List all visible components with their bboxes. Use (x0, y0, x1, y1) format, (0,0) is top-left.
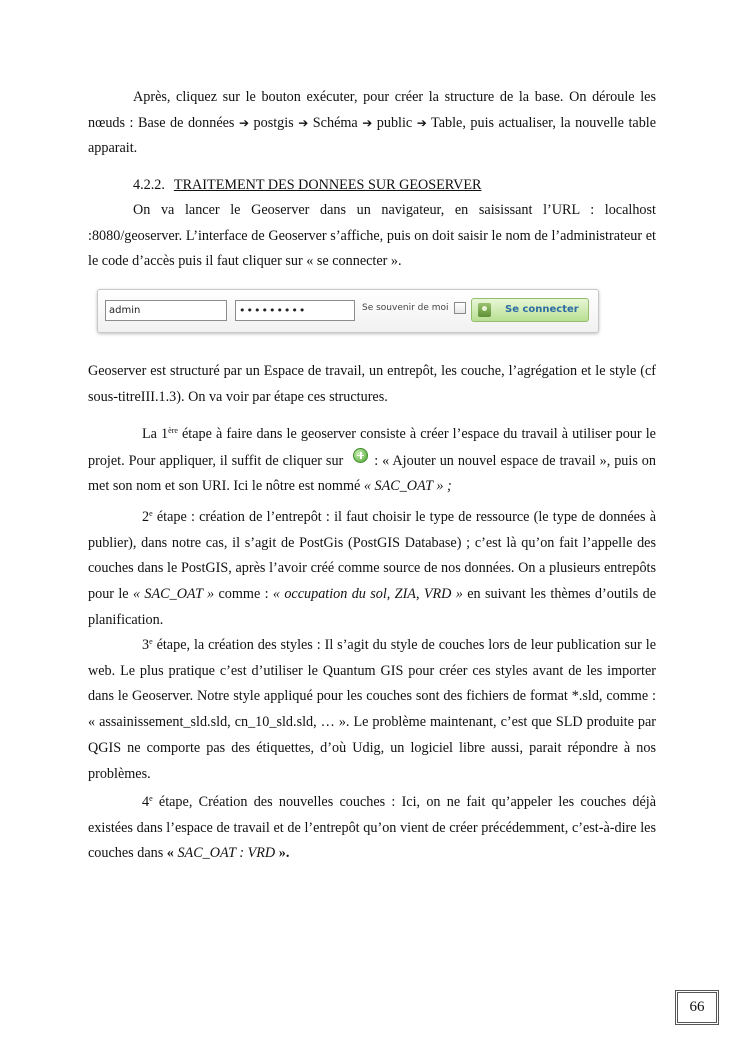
add-workspace-icon (353, 448, 368, 463)
arrow-icon: ➔ (238, 115, 249, 130)
section-title: TRAITEMENT DES DONNEES SUR GEOSERVER (173, 177, 482, 193)
connect-button-label: Se connecter (505, 304, 579, 315)
paragraph-geoserver-intro: On va lancer le Geoserver dans un navigateur, en saisissant l’URL : localhost :8080/geoserver. L’interface de Geoserver s’affiche, puis on doit saisir le nom de l’administrateur et le code d’accès puis il faut cliquer sur « se connecter ». (88, 202, 656, 270)
arrow-icon: ➔ (416, 115, 427, 130)
paragraph-step-2: 2e étape : création de l’entrepôt : il faut choisir le type de ressource (le type de données à publier), dans notre cas, il s’agit de PostGis (PostGIS Database) ; c’est là qu’on fait l’appelle des couches dans le PostGIS, après l’avoir créé comme source de nos données. On a plusieurs entrepôts pour le « SAC_OAT » comme : « occupation du sol, ZIA, VRD » en suivant les thèmes d’outils de planification. (88, 509, 656, 628)
page-number: 66 (675, 990, 719, 1025)
connect-button[interactable] (471, 298, 589, 322)
paragraph-geoserver-structure: Geoserver est structuré par un Espace de travail, un entrepôt, les couche, l’agrégation et le style (cf sous-titreIII.1.3). On va voir par étape ces structures. (88, 363, 656, 405)
arrow-icon: ➔ (362, 115, 373, 130)
remember-me-label: Se souvenir de moi (362, 303, 449, 313)
paragraph-step-3: 3e étape, la création des styles : Il s’agit du style de couches lors de leur publication sur le web. Le plus pratique c’est d’utiliser le Quantum GIS pour créer ces styles avant de les importer dans le Geoserver. Notre style appliqué pour les couches sont des fichiers de format *.sld, comme : « assainissement_sld.sld, cn_10_sld.sld, … ». Le problème maintenant, c’est que SLD produite par QGIS ne comporte pas des étiquettes, d’où Udig, un logiciel libre aussi, parait répondre à nos problèmes. (88, 637, 656, 782)
section-heading (133, 174, 482, 196)
login-icon (478, 303, 491, 317)
remember-me-checkbox[interactable] (454, 302, 466, 314)
arrow-icon: ➔ (298, 115, 309, 130)
geoserver-login-bar (97, 289, 599, 333)
paragraph-step-4: 4e étape, Création des nouvelles couches : Ici, on ne fait qu’appeler les couches déjà existées dans l’espace de travail et de l’entrepôt qu’on vient de créer précédemment, c’est-à-dire les couches dans « SAC_OAT : VRD ». (88, 794, 656, 862)
section-number: 4.2.2. (133, 177, 165, 193)
paragraph-database-tree: Après, cliquez sur le bouton exécuter, pour créer la structure de la base. On déroule les nœuds : Base de données ➔ postgis ➔ Schéma ➔ public ➔ Table, puis actualiser, la nouvelle table apparait. (88, 89, 657, 157)
username-field[interactable]: admin (105, 300, 227, 321)
paragraph-step-1: La 1ère étape à faire dans le geoserver consiste à créer l’espace du travail à utiliser pour le projet. Pour appliquer, il suffit de cliquer sur : « Ajouter un nouvel espace de travail », puis on met son nom et son URI. Ici le nôtre est nommé « SAC_OAT » ; (88, 426, 656, 495)
password-field[interactable]: ••••••••• (235, 300, 355, 321)
